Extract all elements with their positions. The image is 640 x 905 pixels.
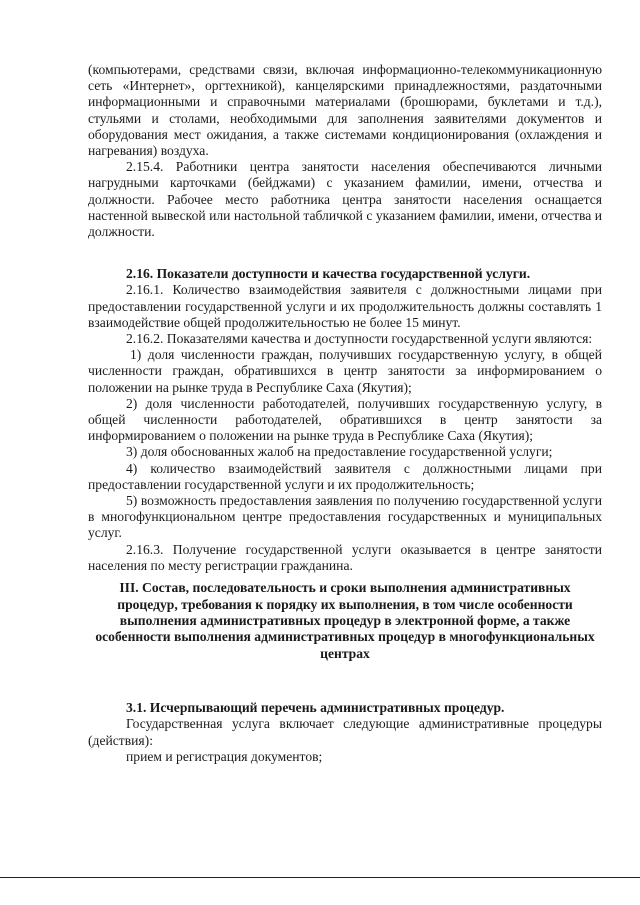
list-item-1: 1) доля численности граждан, получивших государственную услугу, в общей численности граждан, обратившихся в центр занятости за информированием о положении на рынке труда в Республике Саха (Якутия); xyxy=(88,347,602,395)
paragraph-3-1-item: прием и регистрация документов; xyxy=(126,748,323,764)
page-bottom-rule xyxy=(0,877,640,878)
heading-section-3: III. Состав, последовательность и сроки выполнения административных процедур, требования к порядку их выполнения, в том числе особенности выполнения административных процедур в электронной форме, а также особенности выполнения административных процедур в многофункциональных центрах xyxy=(95,580,595,661)
list-item-3: 3) доля обоснованных жалоб на предоставление государственной услуги; xyxy=(126,444,553,460)
paragraph-2-16-1: 2.16.1. Количество взаимодействия заявителя с должностными лицами при предоставлении государственной услуги и их продолжительность должны составлять 1 взаимодействие общей продолжительностью не более 15 минут. xyxy=(88,282,602,330)
list-item-5: 5) возможность предоставления заявления по получению государственной услуги в многофункциональном центре предоставления государственных и муниципальных услуг. xyxy=(88,493,602,541)
document-body xyxy=(88,62,602,765)
list-item-2: 2) доля численности работодателей, получивших государственную услугу, в общей численности работодателей, обратившихся в центр занятости за информированием о положении на рынке труда в Республике Саха (Якутия); xyxy=(88,395,602,444)
paragraph-2-15-4: 2.15.4. Работники центра занятости населения обеспечиваются личными нагрудными карточками (бейджами) с указанием фамилии, имени, отчества и должности. Рабочее место работника центра занятости населения оснащается настенной вывеской или настольной табличкой с указанием фамилии, имени, отчества и должности. xyxy=(88,159,602,240)
list-item-4: 4) количество взаимодействий заявителя с должностными лицами при предоставлении государственной услуги и их продолжительность; xyxy=(88,460,602,492)
paragraph-2-16-3: 2.16.3. Получение государственной услуги оказывается в центре занятости населения по месту регистрации гражданина. xyxy=(88,541,602,573)
paragraph-equipment: (компьютерами, средствами связи, включая информационно-телекоммуникационную сеть «Интернет», оргтехникой), канцелярскими принадлежностями, раздаточными информационными и справочными материалами (брошюрами, буклетами и т.д.), стульями и столами, необходимыми для заполнения заявителями документов и оборудования мест ожидания, а также системами кондиционирования (охлаждения и нагревания) воздуха. xyxy=(88,62,602,159)
heading-2-16: 2.16. Показатели доступности и качества государственной услуги. xyxy=(126,266,531,282)
paragraph-2-16-2: 2.16.2. Показателями качества и доступности государственной услуги являются: xyxy=(126,331,593,347)
paragraph-3-1-intro: Государственная услуга включает следующие административные процедуры (действия): xyxy=(88,716,602,748)
heading-3-1: 3.1. Исчерпывающий перечень административных процедур. xyxy=(126,700,505,716)
